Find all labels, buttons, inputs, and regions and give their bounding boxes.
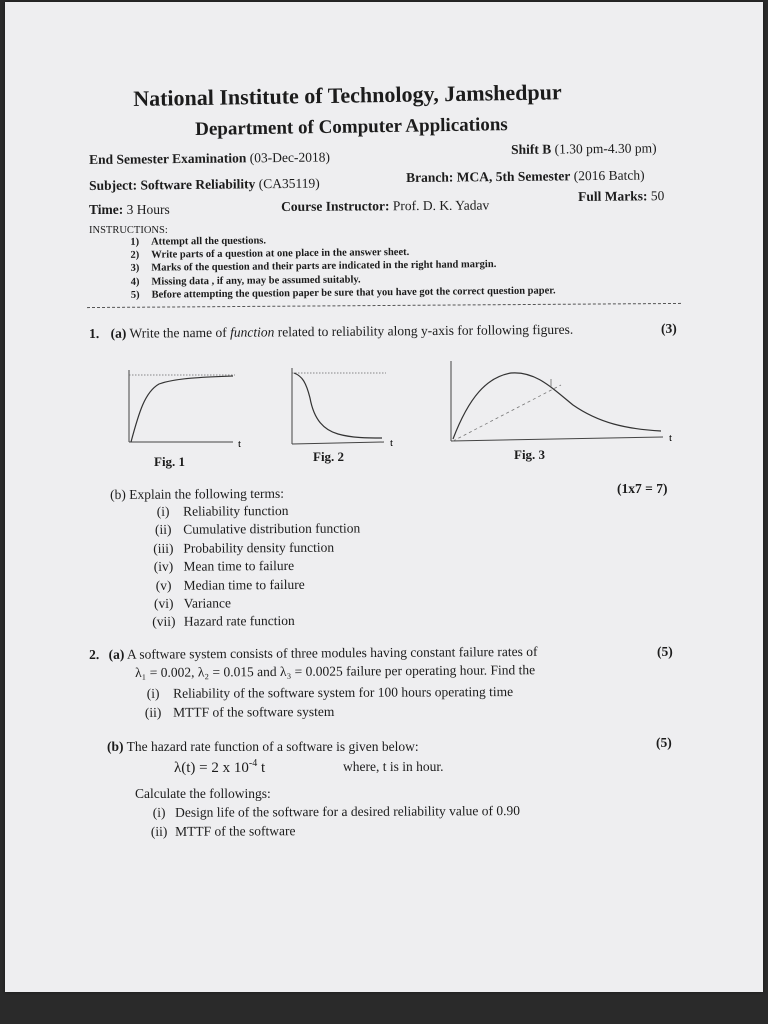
instruction-item: 2) Write parts of a question at one place in the answer sheet. <box>130 247 410 262</box>
institute-title: National Institute of Technology, Jamshedpur <box>133 79 562 111</box>
q1a-text-pre: Write the name of <box>129 324 231 341</box>
q2b-item: (i) Design life of the software for a desired reliability value of 0.90 <box>152 803 520 820</box>
time-label: Time: <box>89 202 124 217</box>
q1b-marks: (1x7 = 7) <box>617 481 668 496</box>
instruction-item: 3) Marks of the question and their parts are indicated in the right hand margin. <box>130 259 497 275</box>
fig1-axis-label: t <box>238 438 242 450</box>
time-line <box>89 202 170 218</box>
q2b-label: (b) <box>107 739 124 754</box>
q2b-line <box>107 739 419 755</box>
q2a-item: (i) Reliability of the software system for 100 hours operating time <box>146 684 514 701</box>
term-item: (vii) Hazard rate function <box>152 613 295 630</box>
instructions-list <box>115 231 556 302</box>
q1b-terms <box>143 501 361 631</box>
fig3-caption: Fig. 3 <box>514 447 546 462</box>
hazard-where: where, t is in hour. <box>343 759 444 774</box>
fig2-caption: Fig. 2 <box>313 449 345 464</box>
fig1-caption: Fig. 1 <box>154 454 186 469</box>
instructor-label: Course Instructor: <box>281 198 390 214</box>
q1a-text-em: function <box>230 324 275 340</box>
q2b-marks: (5) <box>656 735 672 750</box>
q1b-line <box>110 486 284 503</box>
instructor-value: Prof. D. K. Yadav <box>392 197 490 214</box>
hazard-formula: λ(t) = 2 x $10^{-4}$ t <box>174 758 266 776</box>
q2b-text: The hazard rate function of a software is given below: <box>126 739 419 754</box>
exam-paper <box>5 2 763 992</box>
exam-line <box>89 149 330 168</box>
fig3-graph <box>441 357 681 447</box>
fig1-graph <box>115 362 255 457</box>
q2b-items <box>143 801 520 841</box>
q2a-items <box>133 682 513 722</box>
batch: (2016 Batch) <box>573 167 645 184</box>
shift-label: Shift B <box>511 141 552 157</box>
q1a-label: (a) <box>110 325 127 341</box>
term-item: (ii) Cumulative distribution function <box>154 520 361 538</box>
term-item: (iii) Probability density function <box>153 539 335 556</box>
q1a-marks: (3) <box>661 321 677 336</box>
fig2-graph <box>280 362 410 452</box>
q2a-item: (ii) MTTF of the software system <box>144 703 335 720</box>
term-item: (i) Reliability function <box>156 502 289 519</box>
q2a-label: (a) <box>108 646 125 662</box>
department-title: Department of Computer Applications <box>195 114 508 140</box>
q1a-line <box>89 322 573 342</box>
branch-value: MCA, 5th Semester <box>456 168 571 185</box>
q1-number: 1. <box>89 325 100 341</box>
term-item: (v) Median time to failure <box>155 576 305 593</box>
q2a-line <box>89 644 538 663</box>
q1b-label: (b) <box>110 486 126 502</box>
q1a-text-post: related to reliability along y-axis for following figures. <box>274 321 574 340</box>
q2b-calc: Calculate the followings: <box>135 786 271 801</box>
fig3-axis-label: t <box>669 432 673 444</box>
branch-line <box>406 168 645 186</box>
term-item: (vi) Variance <box>153 595 231 611</box>
instruction-item: 4) Missing data , if any, may be assumed suitably. <box>130 274 361 288</box>
fig2-axis-label: t <box>390 437 394 449</box>
branch-label: Branch: <box>406 169 454 185</box>
term-item: (iv) Mean time to failure <box>153 558 295 575</box>
q2a-marks: (5) <box>657 644 673 659</box>
separator-line <box>87 303 681 308</box>
q1b-text: Explain the following terms: <box>129 485 285 502</box>
time-value: 3 Hours <box>126 202 170 217</box>
q2a-text: A software system consists of three modules having constant failure rates of <box>126 643 538 662</box>
exam-label: End Semester Examination <box>89 150 247 167</box>
q2-number: 2. <box>89 646 100 662</box>
subject-line <box>89 176 320 194</box>
subject-value: Software Reliability <box>140 176 256 193</box>
instruction-item: 1) Attempt all the questions. <box>130 235 267 248</box>
full-marks-label: Full Marks: <box>578 188 648 204</box>
full-marks-line <box>578 188 664 205</box>
full-marks-value: 50 <box>650 188 665 204</box>
exam-date: (03-Dec-2018) <box>249 149 331 166</box>
q2b-item: (ii) MTTF of the software <box>150 823 296 839</box>
q2a-rates: λ₁ = 0.002, λ₂ = 0.015 and λ₃ = 0.0025 failure per operating hour. Find the <box>135 662 536 680</box>
subject-code: (CA35119) <box>258 175 320 192</box>
shift-line <box>511 140 657 158</box>
shift-time: (1.30 pm-4.30 pm) <box>554 140 657 157</box>
instructions-title: INSTRUCTIONS: <box>89 225 168 236</box>
instruction-item: 5) Before attempting the question paper be sure that you have got the correct question paper. <box>130 285 556 301</box>
subject-label: Subject: <box>89 177 138 193</box>
instructor-line <box>281 198 489 215</box>
